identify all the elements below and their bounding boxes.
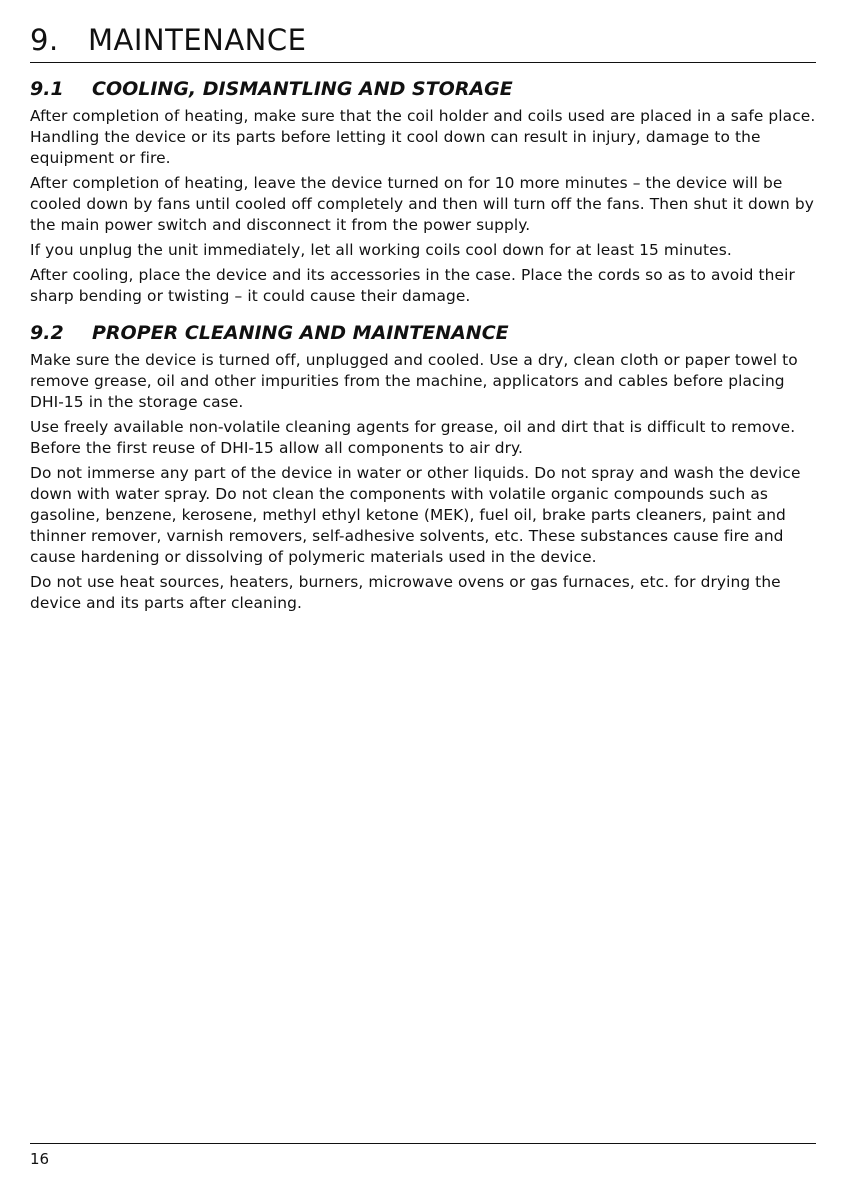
section-title-text: PROPER CLEANING AND MAINTENANCE xyxy=(92,322,509,344)
paragraph: Do not use heat sources, heaters, burners, microwave ovens or gas furnaces, etc. for drying the device and its parts after cleaning. xyxy=(30,573,781,612)
section-title-text: COOLING, DISMANTLING AND STORAGE xyxy=(92,78,513,100)
chapter-number: 9. xyxy=(30,23,59,57)
section-number: 9.2 xyxy=(30,322,64,344)
page-number: 16 xyxy=(30,1150,50,1168)
document-page xyxy=(30,22,816,618)
paragraph: Do not immerse any part of the device in water or other liquids. Do not spray and wash the device down with water spray. Do not clean the components with volatile organic compounds such as gasoline, benzene, kerosene, methyl ethyl ketone (MEK), fuel oil, brake parts cleaners, paint and thinner remover, varnish removers, self-adhesive solvents, etc. These substances cause fire and cause hardening or dissolving of polymeric materials used in the device. xyxy=(30,464,801,566)
chapter-title-text: MAINTENANCE xyxy=(88,23,307,57)
paragraph: Make sure the device is turned off, unplugged and cooled. Use a dry, clean cloth or paper towel to remove grease, oil and other impurities from the machine, applicators and cables before placing DHI-15 in the storage case. xyxy=(30,351,798,411)
section-title xyxy=(30,320,816,346)
chapter-title xyxy=(30,22,816,63)
paragraph: After completion of heating, make sure that the coil holder and coils used are placed in a safe place. Handling the device or its parts before letting it cool down can result in injury, damage to the equipment or fire. xyxy=(30,107,816,167)
paragraph: If you unplug the unit immediately, let all working coils cool down for at least 15 minutes. xyxy=(30,241,732,259)
footer-divider xyxy=(30,1143,816,1144)
section-title xyxy=(30,76,816,102)
paragraph: After cooling, place the device and its accessories in the case. Place the cords so as to avoid their sharp bending or twisting – it could cause their damage. xyxy=(30,266,795,305)
paragraph: Use freely available non-volatile cleaning agents for grease, oil and dirt that is difficult to remove. Before the first reuse of DHI-15 allow all components to air dry. xyxy=(30,418,796,457)
paragraph: After completion of heating, leave the device turned on for 10 more minutes – the device will be cooled down by fans until cooled off completely and then will turn off the fans. Then shut it down by the main power switch and disconnect it from the power supply. xyxy=(30,174,814,234)
section-number: 9.1 xyxy=(30,78,64,100)
